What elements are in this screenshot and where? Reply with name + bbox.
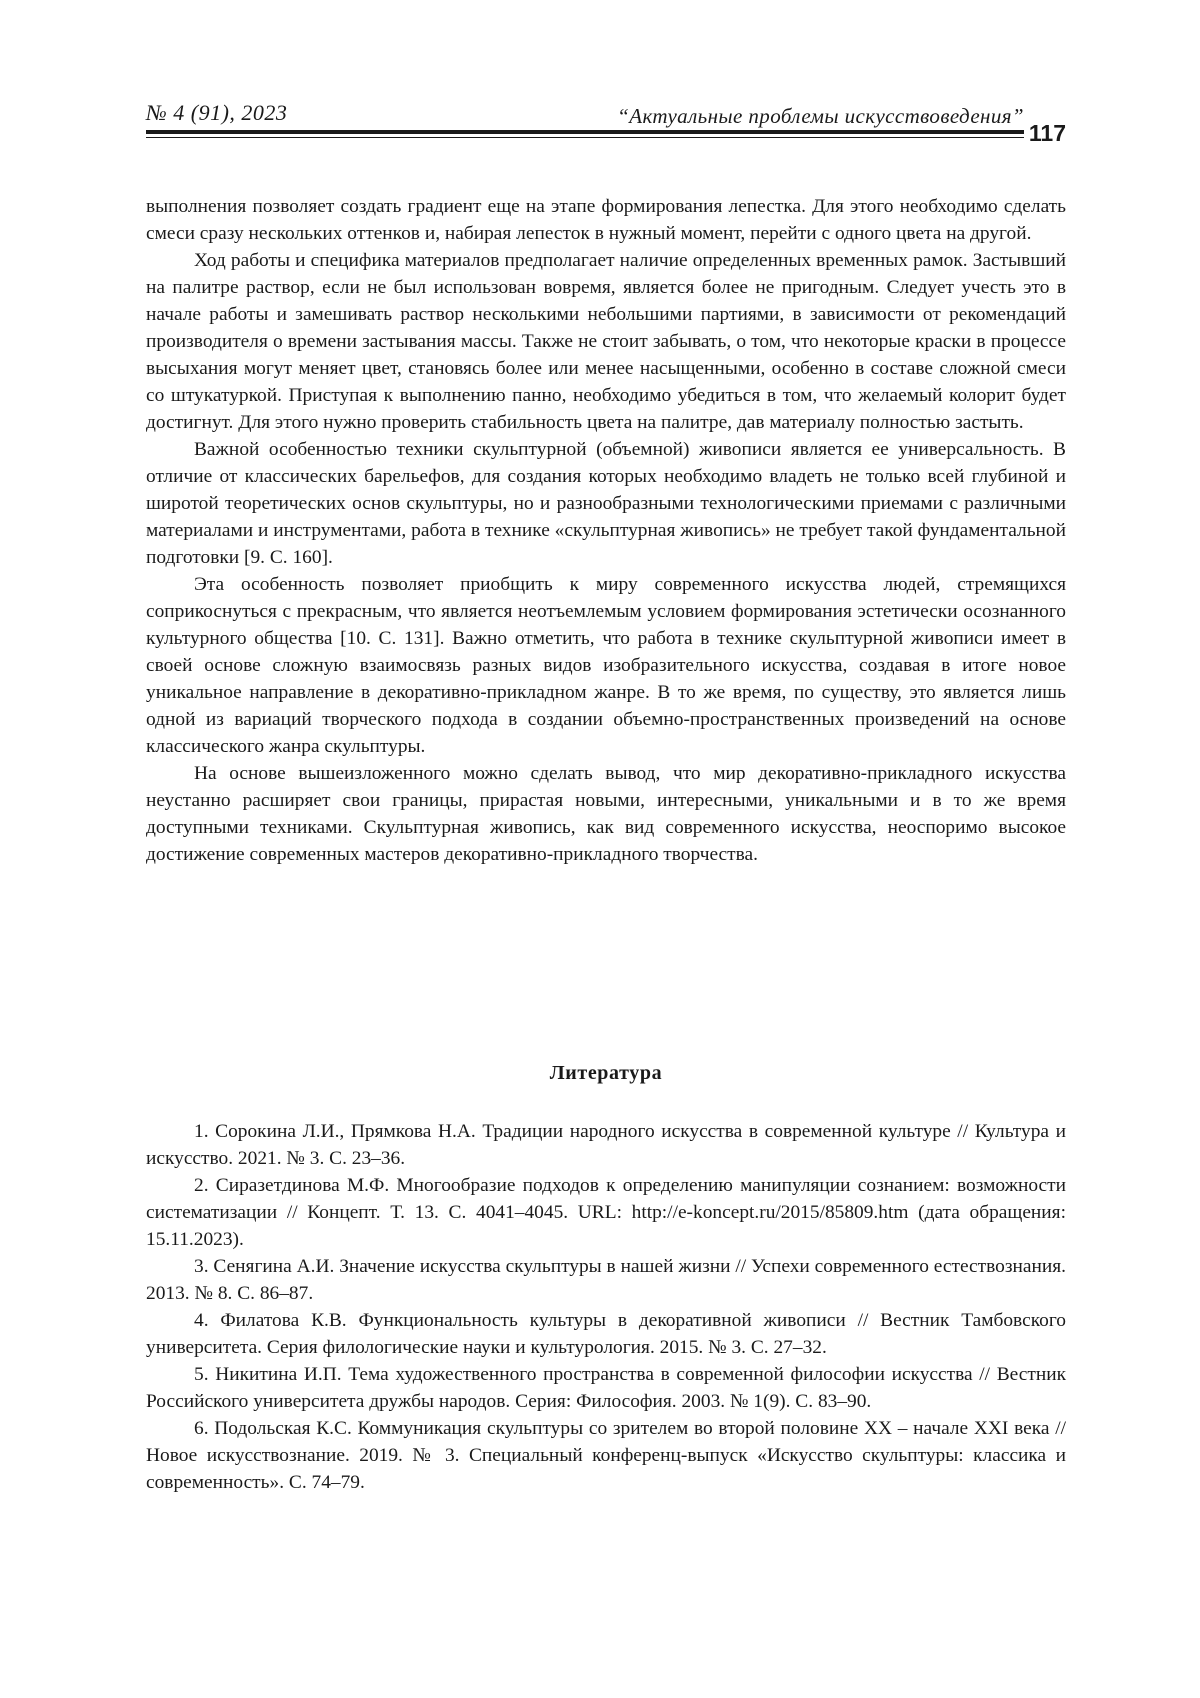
header-rule-thin: [146, 137, 1024, 138]
reference-item: 2. Сиразетдинова М.Ф. Многообразие подходов к определению манипуляции сознанием: возможности систематизации // Концепт. Т. 13. С. 4041–4045. URL: http://e-koncept.ru/2015/85809.htm (дата обращения: 15.11.2023).: [146, 1175, 1066, 1250]
paragraph: Важной особенностью техники скульптурной (объемной) живописи является ее универсальность. В отличие от классических барельефов, для создания которых необходимо владеть не только всей глубиной и широтой теоретических основ скульптуры, но и разнообразными технологическими приемами с различными материалами и инструментами, работа в технике «скульптурная живопись» не требует такой фундаментальной подготовки [9. С. 160].: [146, 439, 1066, 568]
reference-item: 1. Сорокина Л.И., Прямкова Н.А. Традиции народного искусства в современной культуре // Культура и искусство. 2021. № 3. С. 23–36.: [146, 1121, 1066, 1169]
page-number: 117: [1028, 120, 1066, 146]
paragraph-continuation: выполнения позволяет создать градиент еще на этапе формирования лепестка. Для этого необходимо сделать смеси сразу нескольких оттенков и, набирая лепесток в нужный момент, перейти с одного цвета на другой.: [146, 196, 1066, 244]
paragraph: Эта особенность позволяет приобщить к миру современного искусства людей, стремящихся соприкоснуться с прекрасным, что является неотъемлемым условием формирования эстетически осознанного культурного общества [10. С. 131]. Важно отметить, что работа в технике скульптурной живописи имеет в своей основе сложную взаимосвязь разных видов изобразительного искусства, создавая в итоге новое уникальное направление в декоративно-прикладном жанре. В то же время, по существу, это является лишь одной из вариаций творческого подхода в создании объемно-пространственных произведений на основе классического жанра скульптуры.: [146, 574, 1066, 757]
issue-number: № 4 (91), 2023: [146, 100, 288, 125]
journal-title: “Актуальные проблемы искусствоведения”: [617, 104, 1024, 128]
reference-item: 3. Сенягина А.И. Значение искусства скульптуры в нашей жизни // Успехи современного естествознания. 2013. № 8. С. 86–87.: [146, 1256, 1066, 1304]
reference-item: 4. Филатова К.В. Функциональность культуры в декоративной живописи // Вестник Тамбовского университета. Серия филологические науки и культурология. 2015. № 3. С. 27–32.: [146, 1310, 1066, 1358]
article-body: [146, 193, 1066, 868]
references-heading: Литература: [549, 1062, 663, 1084]
reference-item: 5. Никитина И.П. Тема художественного пространства в современной философии искусства // Вестник Российского университета дружбы народов. Серия: Философия. 2003. № 1(9). С. 83–90.: [146, 1364, 1066, 1412]
paragraph: Ход работы и специфика материалов предполагает наличие определенных временных рамок. Застывший на палитре раствор, если не был использован вовремя, является более не пригодным. Следует учесть это в начале работы и замешивать раствор несколькими небольшими партиями, в зависимости от рекомендаций производителя о времени застывания массы. Также не стоит забывать, о том, что некоторые краски в процессе высыхания могут меняет цвет, становясь более или менее насыщенными, особенно в составе сложной смеси со штукатуркой. Приступая к выполнению панно, необходимо убедиться в том, что желаемый колорит будет достигнут. Для этого нужно проверить стабильность цвета на палитре, дав материалу полностью застыть.: [146, 250, 1066, 433]
header-rule-thick: [146, 130, 1024, 134]
page-header: [146, 94, 1066, 144]
reference-item: 6. Подольская К.С. Коммуникация скульптуры со зрителем во второй половине XX – начале XXI века // Новое искусствознание. 2019. № 3. Специальный конференц-выпуск «Искусство скульптуры: классика и современность». С. 74–79.: [146, 1418, 1066, 1493]
paragraph: На основе вышеизложенного можно сделать вывод, что мир декоративно-прикладного искусства неустанно расширяет свои границы, прирастая новыми, интересными, уникальными и в то же время доступными техниками. Скульптурная живопись, как вид современного искусства, неоспоримо высокое достижение современных мастеров декоративно-прикладного творчества.: [146, 763, 1066, 865]
references-list: [146, 1118, 1066, 1496]
